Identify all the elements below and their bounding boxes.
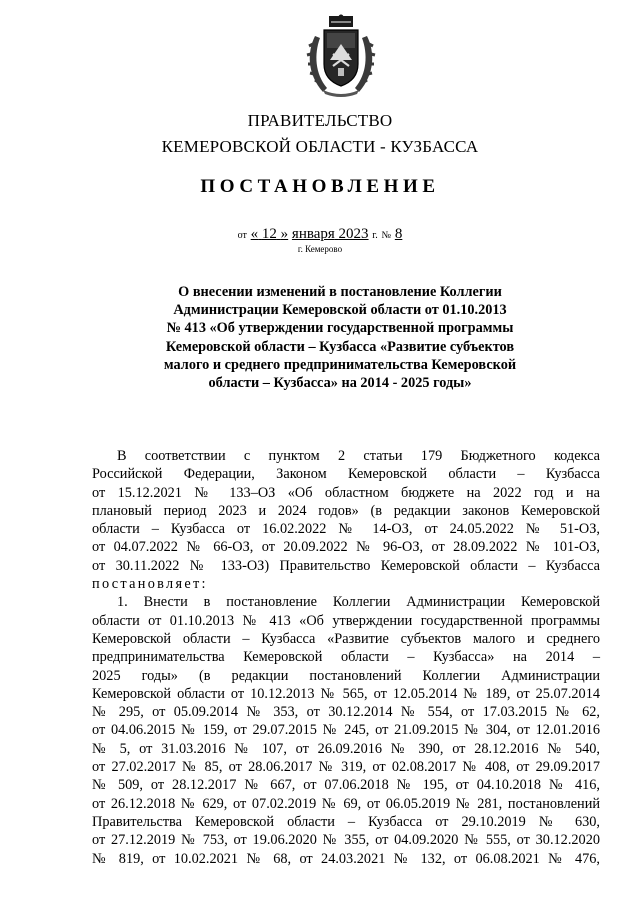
date-month-year: января 2023 xyxy=(291,226,369,242)
document-type-title: ПОСТАНОВЛЕНИЕ xyxy=(200,176,440,197)
date-year-suffix: г. xyxy=(372,230,378,241)
body-line: от 27.02.2017 № 85, от 28.06.2017 № 319, от 02.08.2017 № 408, от 29.09.2017 xyxy=(92,759,600,776)
subject-line: области – Кузбасса» на 2014 - 2025 годы» xyxy=(208,375,472,392)
body-line: Российской Федерации, Законом Кемеровской области – Кузбасса xyxy=(92,466,600,483)
body-line: от 26.12.2018 № 629, от 07.02.2019 № 69, от 06.05.2019 № 281, постановлений xyxy=(92,795,600,812)
body-line: № 5, от 31.03.2016 № 107, от 26.09.2016 № 390, от 28.12.2016 № 540, xyxy=(92,740,600,757)
body-line: 2025 годы» (в редакции постановлений Коллегии Администрации xyxy=(92,667,600,684)
body-line-resolves: постановляет: xyxy=(92,576,208,593)
body-line: предпринимательства Кемеровской области – Кузбасса» на 2014 – xyxy=(92,649,600,666)
body-line: № 295, от 05.09.2014 № 353, от 30.12.2014 № 554, от 17.03.2015 № 62, xyxy=(92,704,600,721)
body-line: от 30.11.2022 № 133-ОЗ) Правительство Кемеровской области – Кузбасса xyxy=(92,557,600,574)
body-line: № 819, от 10.02.2021 № 68, от 24.03.2021 № 132, от 06.08.2021 № 476, xyxy=(92,850,600,867)
kemerovo-coat-of-arms-emblem xyxy=(305,14,377,98)
body-line: Правительства Кемеровской области – Кузбасса от 29.10.2019 № 630, xyxy=(92,813,600,830)
body-line: плановый период 2023 и 2024 годов» (в редакции законов Кемеровской xyxy=(92,502,600,519)
date-from-label: от xyxy=(237,230,247,241)
document-dateline xyxy=(0,226,640,243)
body-line: В соответствии с пунктом 2 статьи 179 Бюджетного кодекса xyxy=(117,448,600,464)
document-city: г. Кемерово xyxy=(297,244,343,254)
document-number-sign: № xyxy=(381,230,392,241)
subject-line: Кемеровской области – Кузбасса «Развитие субъектов xyxy=(165,338,515,355)
government-name-line2: КЕМЕРОВСКОЙ ОБЛАСТИ - КУЗБАССА xyxy=(161,137,479,156)
subject-line: малого и среднего предпринимательства Кемеровской xyxy=(163,356,517,373)
government-name-line1: ПРАВИТЕЛЬСТВО xyxy=(247,111,393,130)
body-line: 1. Внести в постановление Коллегии Администрации Кемеровской xyxy=(117,594,600,611)
subject-line: О внесении изменений в постановление Коллегии xyxy=(178,284,502,300)
body-line: от 04.07.2022 № 66-ОЗ, от 20.09.2022 № 96-ОЗ, от 28.09.2022 № 101-ОЗ, xyxy=(92,539,600,556)
document-body xyxy=(92,447,600,868)
body-line: Кемеровской области от 10.12.2013 № 565, от 12.05.2014 № 189, от 25.07.2014 xyxy=(92,685,600,702)
subject-line: Администрации Кемеровской области от 01.10.2013 xyxy=(173,302,507,319)
body-line: № 509, от 28.12.2017 № 667, от 07.06.2018 № 195, от 04.10.2018 № 416, xyxy=(92,777,600,794)
body-line: области от 01.10.2013 № 413 «Об утверждении государственной программы xyxy=(92,612,600,629)
document-number: 8 xyxy=(394,226,403,242)
body-line: Кемеровской области – Кузбасса «Развитие субъектов малого и среднего xyxy=(92,630,600,647)
body-line: от 15.12.2021 № 133–ОЗ «Об областном бюджете на 2022 год и на xyxy=(92,484,600,501)
body-line: от 27.12.2019 № 753, от 19.06.2020 № 355, от 04.09.2020 № 555, от 30.12.2020 xyxy=(92,832,600,849)
subject-line: № 413 «Об утверждении государственной программы xyxy=(166,320,514,337)
document-subject xyxy=(130,283,550,392)
date-day: « 12 » xyxy=(250,226,289,242)
body-line: области – Кузбасса от 16.02.2022 № 14-ОЗ, от 24.05.2022 № 51-ОЗ, xyxy=(92,521,600,538)
body-line: от 04.06.2015 № 159, от 29.07.2015 № 245, от 21.09.2015 № 304, от 12.01.2016 xyxy=(92,722,600,739)
